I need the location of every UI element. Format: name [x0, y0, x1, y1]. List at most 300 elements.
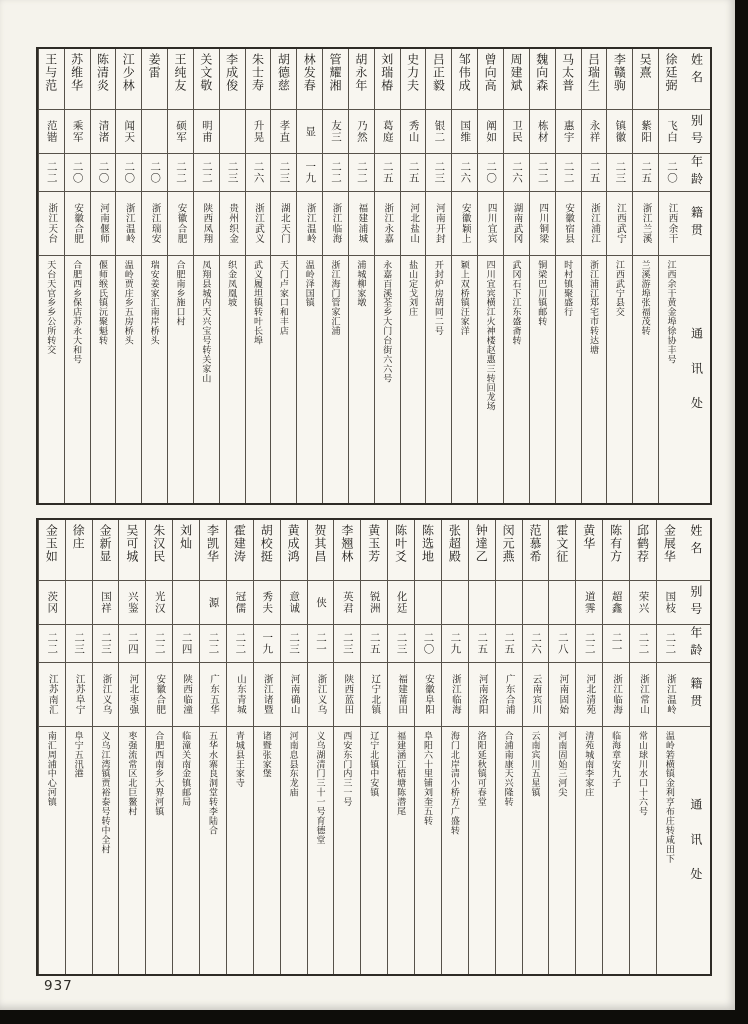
person-origin-cell: 湖南武冈 [504, 192, 529, 256]
scan-edge-right [735, 0, 748, 1024]
person-address-cell: 颖上双桥镇汪家洋 [459, 260, 470, 336]
person-origin-cell: 四川铜梁 [530, 192, 555, 256]
person-age-cell: 二六 [504, 154, 529, 192]
person-origin-cell: 江苏南汇 [39, 663, 65, 727]
person-origin-cell: 浙江永嘉 [375, 192, 400, 256]
person-column [606, 49, 632, 503]
person-address-cell: 清苑城南李家庄 [584, 731, 595, 798]
person-alias-cell: 秀夫 [254, 581, 280, 625]
person-column [38, 520, 65, 974]
person-origin-cell: 河南洛阳 [469, 663, 495, 727]
person-column [555, 49, 581, 503]
person-age-cell: 二〇 [415, 625, 441, 663]
person-column [374, 49, 400, 503]
person-age-cell: 二四 [119, 625, 145, 663]
person-alias-cell [66, 581, 92, 625]
person-alias-cell: 葛庭 [375, 110, 400, 154]
person-age-cell: 二二 [556, 154, 581, 192]
person-origin-cell: 浙江临海 [603, 663, 629, 727]
person-alias-cell: 闻天 [116, 110, 141, 154]
person-age-cell: 二一 [308, 625, 334, 663]
person-name-cell: 陈选地 [415, 520, 441, 581]
person-alias-cell: 茨冈 [39, 581, 65, 625]
person-column [629, 520, 656, 974]
person-age-cell: 二五 [469, 625, 495, 663]
person-name-cell: 曾向高 [478, 49, 503, 110]
person-age-cell: 二三 [220, 154, 245, 192]
person-name-cell: 张超殿 [442, 520, 468, 581]
header-name: 姓名 [684, 49, 710, 110]
person-address-cell: 西安东门内三一号 [342, 731, 353, 807]
person-alias-cell [469, 581, 495, 625]
person-address-cell: 云南宾川五星镇 [530, 731, 541, 798]
person-origin-cell: 云南宾川 [523, 663, 549, 727]
page-number: 937 [44, 978, 73, 994]
person-origin-cell: 浙江临海 [442, 663, 468, 727]
person-column [581, 49, 607, 503]
person-alias-cell: 兴鉴 [119, 581, 145, 625]
person-origin-cell: 安徽颖上 [452, 192, 477, 256]
person-name-cell: 朱汉民 [146, 520, 172, 581]
person-address-cell: 合肥西乡保店苏永大和号 [72, 260, 83, 364]
person-address-cell: 诸暨张家堡 [261, 731, 272, 779]
person-name-cell: 陈有方 [603, 520, 629, 581]
person-alias-cell: 阐如 [478, 110, 503, 154]
person-name-cell: 胡德慈 [271, 49, 296, 110]
person-alias-cell: 国维 [452, 110, 477, 154]
header-age: 年龄 [683, 625, 710, 663]
person-address-cell: 天台天官乡乡公所转交 [46, 260, 57, 355]
person-alias-cell: 显 [297, 110, 322, 154]
person-name-cell: 黄华 [576, 520, 602, 581]
person-address-cell: 五华水寨良洞堂转李陆合 [208, 731, 219, 835]
person-alias-cell: 道霁 [576, 581, 602, 625]
person-column [172, 520, 199, 974]
person-address-cell: 江西余干黄金埠徐协丰号 [666, 260, 677, 364]
person-name-cell: 贺其昌 [308, 520, 334, 581]
person-origin-cell: 浙江武义 [246, 192, 271, 256]
header-origin: 籍贯 [684, 192, 710, 256]
person-age-cell: 二五 [633, 154, 658, 192]
person-name-cell: 江少林 [116, 49, 141, 110]
person-name-cell: 关文敬 [194, 49, 219, 110]
person-alias-cell: 英君 [334, 581, 360, 625]
person-alias-cell: 侠 [308, 581, 334, 625]
person-column [333, 520, 360, 974]
person-alias-cell [496, 581, 522, 625]
person-column [193, 49, 219, 503]
person-origin-cell: 河南确山 [281, 663, 307, 727]
header-column [683, 520, 710, 974]
person-column [575, 520, 602, 974]
person-alias-cell: 永祥 [582, 110, 607, 154]
person-age-cell: 二三 [281, 625, 307, 663]
person-alias-cell: 乘军 [65, 110, 90, 154]
person-origin-cell: 陕西临潼 [173, 663, 199, 727]
person-column [451, 49, 477, 503]
person-address-cell: 合浦南康天兴隆转 [503, 731, 514, 807]
person-age-cell: 二一 [603, 625, 629, 663]
person-name-cell: 李凯华 [200, 520, 226, 581]
person-name-cell: 胡校挺 [254, 520, 280, 581]
person-name-cell: 苏维华 [65, 49, 90, 110]
person-alias-cell: 源 [200, 581, 226, 625]
person-alias-cell: 荣兴 [630, 581, 656, 625]
person-name-cell: 金新显 [93, 520, 119, 581]
person-address-cell: 义乌湖清门三十一号育德堂 [315, 731, 326, 845]
person-age-cell: 二六 [246, 154, 271, 192]
person-origin-cell: 福建浦城 [349, 192, 374, 256]
person-alias-cell [549, 581, 575, 625]
person-name-cell: 金展华 [657, 520, 683, 581]
person-address-cell: 浦城柳家墩 [356, 260, 367, 308]
person-column [503, 49, 529, 503]
person-name-cell: 李翘林 [334, 520, 360, 581]
person-age-cell: 二二 [576, 625, 602, 663]
header-age: 年龄 [684, 154, 710, 192]
person-column [348, 49, 374, 503]
person-column [400, 49, 426, 503]
header-address: 通讯处 [688, 798, 703, 903]
person-name-cell: 刘灿 [173, 520, 199, 581]
person-address-cell: 枣强流常区北巨鳌村 [127, 731, 138, 817]
person-origin-cell: 浙江常山 [630, 663, 656, 727]
person-age-cell: 二三 [66, 625, 92, 663]
person-address-cell: 合肥西南乡大界河镇 [154, 731, 165, 817]
person-origin-cell: 贵州织金 [220, 192, 245, 256]
person-column [90, 49, 116, 503]
person-column [64, 49, 90, 503]
person-age-cell: 二二 [630, 625, 656, 663]
person-column [115, 49, 141, 503]
person-alias-cell [220, 110, 245, 154]
person-alias-cell: 银二 [426, 110, 451, 154]
person-origin-cell: 河北盐山 [401, 192, 426, 256]
person-age-cell: 二八 [549, 625, 575, 663]
person-address-cell: 织金凤凰坡 [227, 260, 238, 308]
person-age-cell: 二〇 [142, 154, 167, 192]
person-age-cell: 二二 [39, 625, 65, 663]
person-origin-cell: 安徽合肥 [65, 192, 90, 256]
person-address-cell: 辽宁北镇中安镇 [369, 731, 380, 798]
person-column [387, 520, 414, 974]
person-column [92, 520, 119, 974]
person-column [441, 520, 468, 974]
header-column [684, 49, 710, 503]
person-address-cell: 阜阳六十里铺刘奎五转 [423, 731, 434, 826]
person-name-cell: 范慕希 [523, 520, 549, 581]
header-address: 通讯处 [689, 327, 704, 432]
person-column [632, 49, 658, 503]
person-address-cell: 常山球川水口十六号 [638, 731, 649, 817]
person-origin-cell: 浙江临海 [323, 192, 348, 256]
person-origin-cell: 浙江瑞安 [142, 192, 167, 256]
person-name-cell: 霍建涛 [227, 520, 253, 581]
person-age-cell: 一九 [254, 625, 280, 663]
person-column [658, 49, 684, 503]
person-address-cell: 天门卢家口和丰店 [278, 260, 289, 336]
person-column [477, 49, 503, 503]
person-origin-cell: 安徽合肥 [168, 192, 193, 256]
person-address-cell: 河南息县东龙庙 [288, 731, 299, 798]
person-origin-cell: 安徽合肥 [146, 663, 172, 727]
person-origin-cell: 安徽宿县 [556, 192, 581, 256]
person-age-cell: 二〇 [116, 154, 141, 192]
person-name-cell: 邹伟成 [452, 49, 477, 110]
person-name-cell: 闵元燕 [496, 520, 522, 581]
person-address-cell: 合肥南乡施口村 [175, 260, 186, 327]
person-address-cell: 南汇周浦中心河镇 [46, 731, 57, 807]
person-name-cell: 刘瑞椿 [375, 49, 400, 110]
header-origin: 籍贯 [683, 663, 710, 727]
person-age-cell: 二二 [227, 625, 253, 663]
person-alias-cell: 国祥 [93, 581, 119, 625]
person-origin-cell: 广东五华 [200, 663, 226, 727]
person-column [270, 49, 296, 503]
person-age-cell: 二二 [200, 625, 226, 663]
person-name-cell: 金玉如 [39, 520, 65, 581]
person-origin-cell: 浙江义乌 [308, 663, 334, 727]
person-column [38, 49, 64, 503]
person-name-cell: 王与范 [39, 49, 64, 110]
person-age-cell: 二〇 [65, 154, 90, 192]
person-name-cell: 霍文征 [549, 520, 575, 581]
person-origin-cell: 浙江温岭 [657, 663, 683, 727]
person-column [167, 49, 193, 503]
person-alias-cell: 化廷 [388, 581, 414, 625]
person-alias-cell [415, 581, 441, 625]
person-age-cell: 二五 [496, 625, 522, 663]
header-alias: 别号 [684, 110, 710, 154]
person-column [145, 520, 172, 974]
person-name-cell: 吴可城 [119, 520, 145, 581]
person-alias-cell: 冠儒 [227, 581, 253, 625]
person-age-cell: 二二 [657, 625, 683, 663]
person-age-cell: 二五 [582, 154, 607, 192]
person-alias-cell: 秀山 [401, 110, 426, 154]
person-address-cell: 临潼关南金镇邮局 [181, 731, 192, 807]
person-alias-cell: 紫阳 [633, 110, 658, 154]
person-name-cell: 吕正毅 [426, 49, 451, 110]
person-alias-cell [442, 581, 468, 625]
person-alias-cell: 硕军 [168, 110, 193, 154]
person-column [219, 49, 245, 503]
person-origin-cell: 广东合浦 [496, 663, 522, 727]
person-column [468, 520, 495, 974]
person-address-cell: 温岭箬横镇金利亨布庄转咸田下 [664, 731, 675, 864]
person-column [245, 49, 271, 503]
person-origin-cell: 陕西凤翔 [194, 192, 219, 256]
person-address-cell: 福建涵江梧塘陈潜尾 [396, 731, 407, 817]
person-name-cell: 吕瑞生 [582, 49, 607, 110]
person-address-cell: 永嘉百溪荃乡大门台街六六号 [382, 260, 393, 383]
person-address-cell: 铜梁巴川镇邮转 [537, 260, 548, 327]
person-column [425, 49, 451, 503]
person-address-cell: 海门北岸清小桥方广盛转 [449, 731, 460, 835]
person-address-cell: 河南固始三河尖 [557, 731, 568, 798]
person-name-cell: 钟達乙 [469, 520, 495, 581]
person-origin-cell: 湖北天门 [271, 192, 296, 256]
person-address-cell: 洛阳延秋镇可春堂 [476, 731, 487, 807]
person-age-cell: 二三 [93, 625, 119, 663]
person-origin-cell: 浙江义乌 [93, 663, 119, 727]
person-alias-cell [142, 110, 167, 154]
person-age-cell: 二三 [388, 625, 414, 663]
person-alias-cell: 飞白 [659, 110, 684, 154]
person-name-cell: 李成俊 [220, 49, 245, 110]
person-column [602, 520, 629, 974]
person-column [280, 520, 307, 974]
roster-table-top [36, 47, 712, 505]
person-age-cell: 二二 [530, 154, 555, 192]
person-name-cell: 马太普 [556, 49, 581, 110]
person-origin-cell: 浙江温岭 [297, 192, 322, 256]
person-alias-cell [523, 581, 549, 625]
person-age-cell: 二五 [401, 154, 426, 192]
person-column [296, 49, 322, 503]
person-column [522, 520, 549, 974]
person-name-cell: 史力夫 [401, 49, 426, 110]
person-age-cell: 二四 [173, 625, 199, 663]
person-address-cell: 四川宜宾横江火神楼赵惠三转回龙场 [485, 260, 496, 412]
person-address-cell: 临海章安九子 [611, 731, 622, 788]
person-age-cell: 二六 [452, 154, 477, 192]
person-age-cell: 二二 [168, 154, 193, 192]
person-address-cell: 阜宁五汛港 [73, 731, 84, 779]
person-name-cell: 黄成鸿 [281, 520, 307, 581]
person-alias-cell: 友三 [323, 110, 348, 154]
person-name-cell: 林发春 [297, 49, 322, 110]
person-origin-cell: 江西武宁 [607, 192, 632, 256]
person-address-cell: 武冈石下江东盛斋转 [511, 260, 522, 346]
person-address-cell: 凤翔县城内天兴宝号转关家山 [201, 260, 212, 383]
person-column [548, 520, 575, 974]
person-address-cell: 开封炉房胡同二号 [433, 260, 444, 336]
person-name-cell: 李赣驹 [607, 49, 632, 110]
person-column [529, 49, 555, 503]
person-origin-cell: 浙江天台 [39, 192, 64, 256]
person-name-cell: 王纯友 [168, 49, 193, 110]
person-alias-cell: 惠宇 [556, 110, 581, 154]
person-name-cell: 周建斌 [504, 49, 529, 110]
person-age-cell: 二二 [39, 154, 64, 192]
person-alias-cell: 锐洲 [361, 581, 387, 625]
person-address-cell: 温岭泽国镇 [304, 260, 315, 308]
person-address-cell: 江西武宁县交 [614, 260, 625, 317]
person-alias-cell: 范锴 [39, 110, 64, 154]
person-age-cell: 二二 [323, 154, 348, 192]
person-origin-cell: 浙江诸暨 [254, 663, 280, 727]
person-address-cell: 盐山定戈刘庄 [408, 260, 419, 317]
person-alias-cell: 清渚 [91, 110, 116, 154]
person-name-cell: 陈叶爻 [388, 520, 414, 581]
person-origin-cell: 浙江浦江 [582, 192, 607, 256]
person-age-cell: 二〇 [478, 154, 503, 192]
person-origin-cell: 河南固始 [549, 663, 575, 727]
person-age-cell: 二二 [349, 154, 374, 192]
person-name-cell: 胡永年 [349, 49, 374, 110]
person-column [307, 520, 334, 974]
person-age-cell: 二三 [607, 154, 632, 192]
person-origin-cell: 浙江兰溪 [633, 192, 658, 256]
person-origin-cell: 浙江温岭 [116, 192, 141, 256]
person-origin-cell: 河南开封 [426, 192, 451, 256]
person-address-cell: 兰溪游埠张福茂转 [640, 260, 651, 336]
person-alias-cell: 升晃 [246, 110, 271, 154]
person-address-cell: 义乌江湾镇贾裕泰号转中全村 [100, 731, 111, 854]
person-column [65, 520, 92, 974]
person-column [656, 520, 683, 974]
person-age-cell: 二三 [271, 154, 296, 192]
person-alias-cell: 孝直 [271, 110, 296, 154]
person-alias-cell: 镇徽 [607, 110, 632, 154]
person-address-cell: 浙江海门管家汇浦 [330, 260, 341, 336]
person-age-cell: 二五 [361, 625, 387, 663]
person-age-cell: 二五 [375, 154, 400, 192]
person-age-cell: 二九 [442, 625, 468, 663]
header-name: 姓名 [683, 520, 710, 581]
person-address-cell: 偃师缑氏镇沅聚魁转 [97, 260, 108, 346]
person-alias-cell: 乃然 [349, 110, 374, 154]
person-origin-cell: 河北枣强 [119, 663, 145, 727]
person-column [253, 520, 280, 974]
person-name-cell: 黄玉芳 [361, 520, 387, 581]
person-origin-cell: 四川宜宾 [478, 192, 503, 256]
person-origin-cell: 河北清苑 [576, 663, 602, 727]
person-origin-cell: 河南偃师 [91, 192, 116, 256]
person-name-cell: 魏向森 [530, 49, 555, 110]
person-name-cell: 徐庄 [66, 520, 92, 581]
person-age-cell: 二三 [334, 625, 360, 663]
person-column [495, 520, 522, 974]
person-column [414, 520, 441, 974]
person-name-cell: 吴熹 [633, 49, 658, 110]
person-address-cell: 武义履坦镇转叶长埠 [253, 260, 263, 346]
person-name-cell: 管耀湘 [323, 49, 348, 110]
person-address-cell: 温岭贾庄乡五房桥头 [123, 260, 134, 346]
person-origin-cell: 江西余干 [659, 192, 684, 256]
person-age-cell: 二〇 [659, 154, 684, 192]
scan-edge-bottom [0, 1010, 748, 1024]
person-origin-cell: 江苏阜宁 [66, 663, 92, 727]
person-age-cell: 二〇 [91, 154, 116, 192]
person-origin-cell: 陕西蓝田 [334, 663, 360, 727]
person-age-cell: 二二 [194, 154, 219, 192]
person-address-cell: 浙江浦江郑宅市转达塘 [588, 260, 599, 355]
person-alias-cell [173, 581, 199, 625]
person-alias-cell: 意诚 [281, 581, 307, 625]
person-column [226, 520, 253, 974]
person-alias-cell: 国枝 [657, 581, 683, 625]
person-origin-cell: 辽宁北镇 [361, 663, 387, 727]
person-name-cell: 陈清炎 [91, 49, 116, 110]
person-origin-cell: 福建莆田 [388, 663, 414, 727]
person-address-cell: 瑞安姜家汇南岸桥头 [149, 260, 160, 346]
person-age-cell: 一九 [297, 154, 322, 192]
header-alias: 别号 [683, 581, 710, 625]
person-alias-cell: 卫民 [504, 110, 529, 154]
person-column [118, 520, 145, 974]
person-alias-cell: 明甫 [194, 110, 219, 154]
person-name-cell: 邱鹤荐 [630, 520, 656, 581]
person-column [141, 49, 167, 503]
person-alias-cell: 栋材 [530, 110, 555, 154]
person-address-cell: 青城县王家寺 [234, 731, 245, 788]
person-name-cell: 徐廷弼 [659, 49, 684, 110]
person-column [199, 520, 226, 974]
person-column [360, 520, 387, 974]
person-name-cell: 朱士寿 [246, 49, 271, 110]
